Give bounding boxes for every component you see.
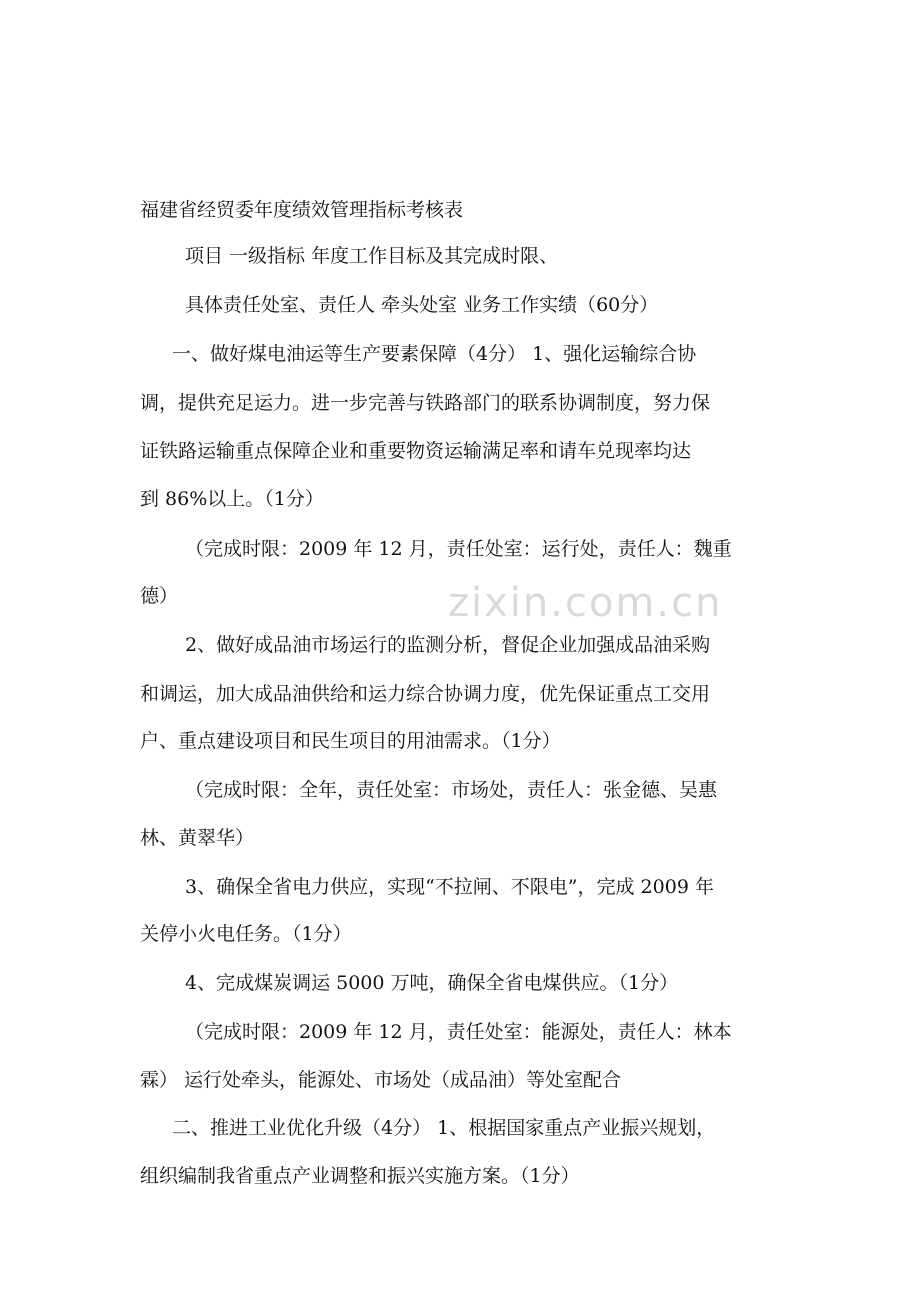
paragraph-line: 和调运，加大成品油供给和运力综合协调力度，优先保证重点工交用 <box>140 683 711 705</box>
paragraph-line: 户、重点建设项目和民生项目的用油需求。（1分） <box>140 730 561 752</box>
paragraph-line: （完成时限：全年，责任处室：市场处，责任人：张金德、吴惠 <box>185 779 718 801</box>
document-title: 福建省经贸委年度绩效管理指标考核表 <box>140 199 464 221</box>
table-header-line-1: 项目 一级指标 年度工作目标及其完成时限、 <box>185 245 559 267</box>
paragraph-line: 关停小火电任务。（1分） <box>140 923 352 945</box>
paragraph-line: 组织编制我省重点产业调整和振兴实施方案。（1分） <box>140 1165 580 1187</box>
paragraph-line: 林、黄翠华） <box>140 827 255 849</box>
paragraph-line: 德） <box>140 585 179 607</box>
paragraph-line: 二、推进工业优化升级（4分） 1、根据国家重点产业振兴规划， <box>172 1117 716 1139</box>
paragraph-line: （完成时限：2009 年 12 月，责任处室：运行处，责任人：魏重 <box>185 538 732 560</box>
watermark: zixin.com.cn <box>448 580 723 626</box>
paragraph-line: 到 86%以上。（1分） <box>140 488 324 510</box>
table-header-line-2: 具体责任处室、责任人 牵头处室 业务工作实绩（60分） <box>185 294 659 316</box>
paragraph-line: 霖） 运行处牵头，能源处、市场处（成品油）等处室配合 <box>140 1069 622 1091</box>
paragraph-line: 证铁路运输重点保障企业和重要物资运输满足率和请车兑现率均达 <box>140 440 692 462</box>
paragraph-line: 一、做好煤电油运等生产要素保障（4分） 1、强化运输综合协 <box>172 343 697 365</box>
paragraph-line: 调，提供充足运力。进一步完善与铁路部门的联系协调制度，努力保 <box>140 392 711 414</box>
paragraph-line: 4、完成煤炭调运 5000 万吨，确保全省电煤供应。（1分） <box>185 972 679 994</box>
paragraph-line: （完成时限：2009 年 12 月，责任处室：能源处，责任人：林本 <box>185 1021 732 1043</box>
paragraph-line: 2、做好成品油市场运行的监测分析，督促企业加强成品油采购 <box>185 634 711 656</box>
paragraph-line: 3、确保全省电力供应，实现“不拉闸、不限电”，完成 2009 年 <box>185 876 714 898</box>
